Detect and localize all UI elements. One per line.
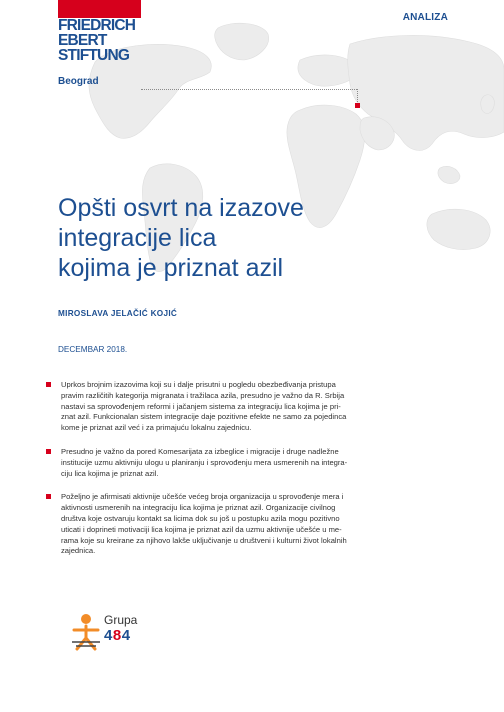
key-point-line: znat azil. Funkcionalan sistem integracije daje pozitivne efekte ne samo za pojedinca: [61, 412, 347, 422]
key-point-line: ciju lica kojima je priznat azil.: [61, 468, 159, 478]
location-marker-icon: [355, 103, 360, 108]
key-point-line: uticati i doprineti motivaciji lica kojima je priznat azil da uzmu aktivnije učešće u me-: [61, 524, 342, 534]
title-line-1: Opšti osvrt na izazove: [58, 194, 304, 222]
title-line-2: integracije lica: [58, 224, 217, 252]
grupa484-figure-icon: [68, 612, 104, 652]
key-point-line: Presudno je važno da pored Komesarijata za izbeglice i migracije i druge nadležne: [61, 446, 339, 456]
bullet-square-icon: [46, 494, 51, 499]
key-point-line: nastavi sa sprovođenjem reformi i jačanjem sistema za integraciju lica kojima je pri-: [61, 401, 341, 411]
connector-line-horizontal: [141, 89, 357, 90]
partner-number-mid: 8: [112, 627, 122, 644]
bullet-square-icon: [46, 449, 51, 454]
key-point-line: Poželjno je afirmisati aktivnije učešće većeg broja organizacija u sprovođenje mera i: [61, 492, 344, 502]
partner-name: Grupa: [104, 613, 138, 627]
publisher-city: Beograd: [58, 76, 99, 87]
publisher-logo-line-3: STIFTUNG: [58, 47, 130, 64]
partner-number-left: 4: [104, 627, 113, 644]
key-point-line: zajednica.: [61, 546, 96, 556]
key-point-line: Uprkos brojnim izazovima koji su i dalje prisutni u pogledu obezbeđivanja pristupa: [61, 380, 336, 389]
key-point: [46, 447, 446, 479]
key-point-line: aktivnosti usmerenih na integraciju lica kojima je priznat azil. Organizacije civilnog: [61, 503, 336, 513]
key-point-line: rama koje su kreirane za njihovo lakše uključivanje u društveni i kulturni život lokalnih: [61, 535, 347, 545]
author-name: MIROSLAVA JELAČIĆ KOJIĆ: [58, 309, 178, 318]
key-points-list: [46, 380, 446, 570]
key-point: [46, 492, 446, 557]
partner-number-right: 4: [121, 627, 131, 644]
key-point-line: kome je priznat azil već i za primajuću lokalnu zajednicu.: [61, 423, 252, 433]
key-point-line: društva koje ostvaruju kontakt sa licima dok su još u postupku azila mogu pozitivno: [61, 513, 340, 523]
key-point-line: pravim različitih kategorija migranata i tražilaca azila, presudno je važno da R. Srbija: [61, 390, 345, 400]
partner-number: [104, 627, 131, 644]
document-type-tag: ANALIZA: [402, 12, 448, 23]
bullet-square-icon: [46, 382, 51, 387]
publication-date: DECEMBAR 2018.: [58, 345, 128, 354]
key-point: [46, 380, 446, 434]
publisher-logo-red-bar: [58, 0, 141, 18]
publisher-logo: [58, 18, 148, 63]
publisher-logo-line-1: FRIEDRICH: [58, 17, 136, 34]
publisher-logo-line-2: EBERT: [58, 32, 107, 49]
document-title: [58, 193, 438, 283]
key-point-line: institucije uzmu aktivniju ulogu u planiranju i sprovođenju mera usmerenih na integra-: [61, 457, 348, 467]
connector-line-vertical: [357, 89, 358, 104]
title-line-3: kojima je priznat azil: [58, 254, 284, 282]
